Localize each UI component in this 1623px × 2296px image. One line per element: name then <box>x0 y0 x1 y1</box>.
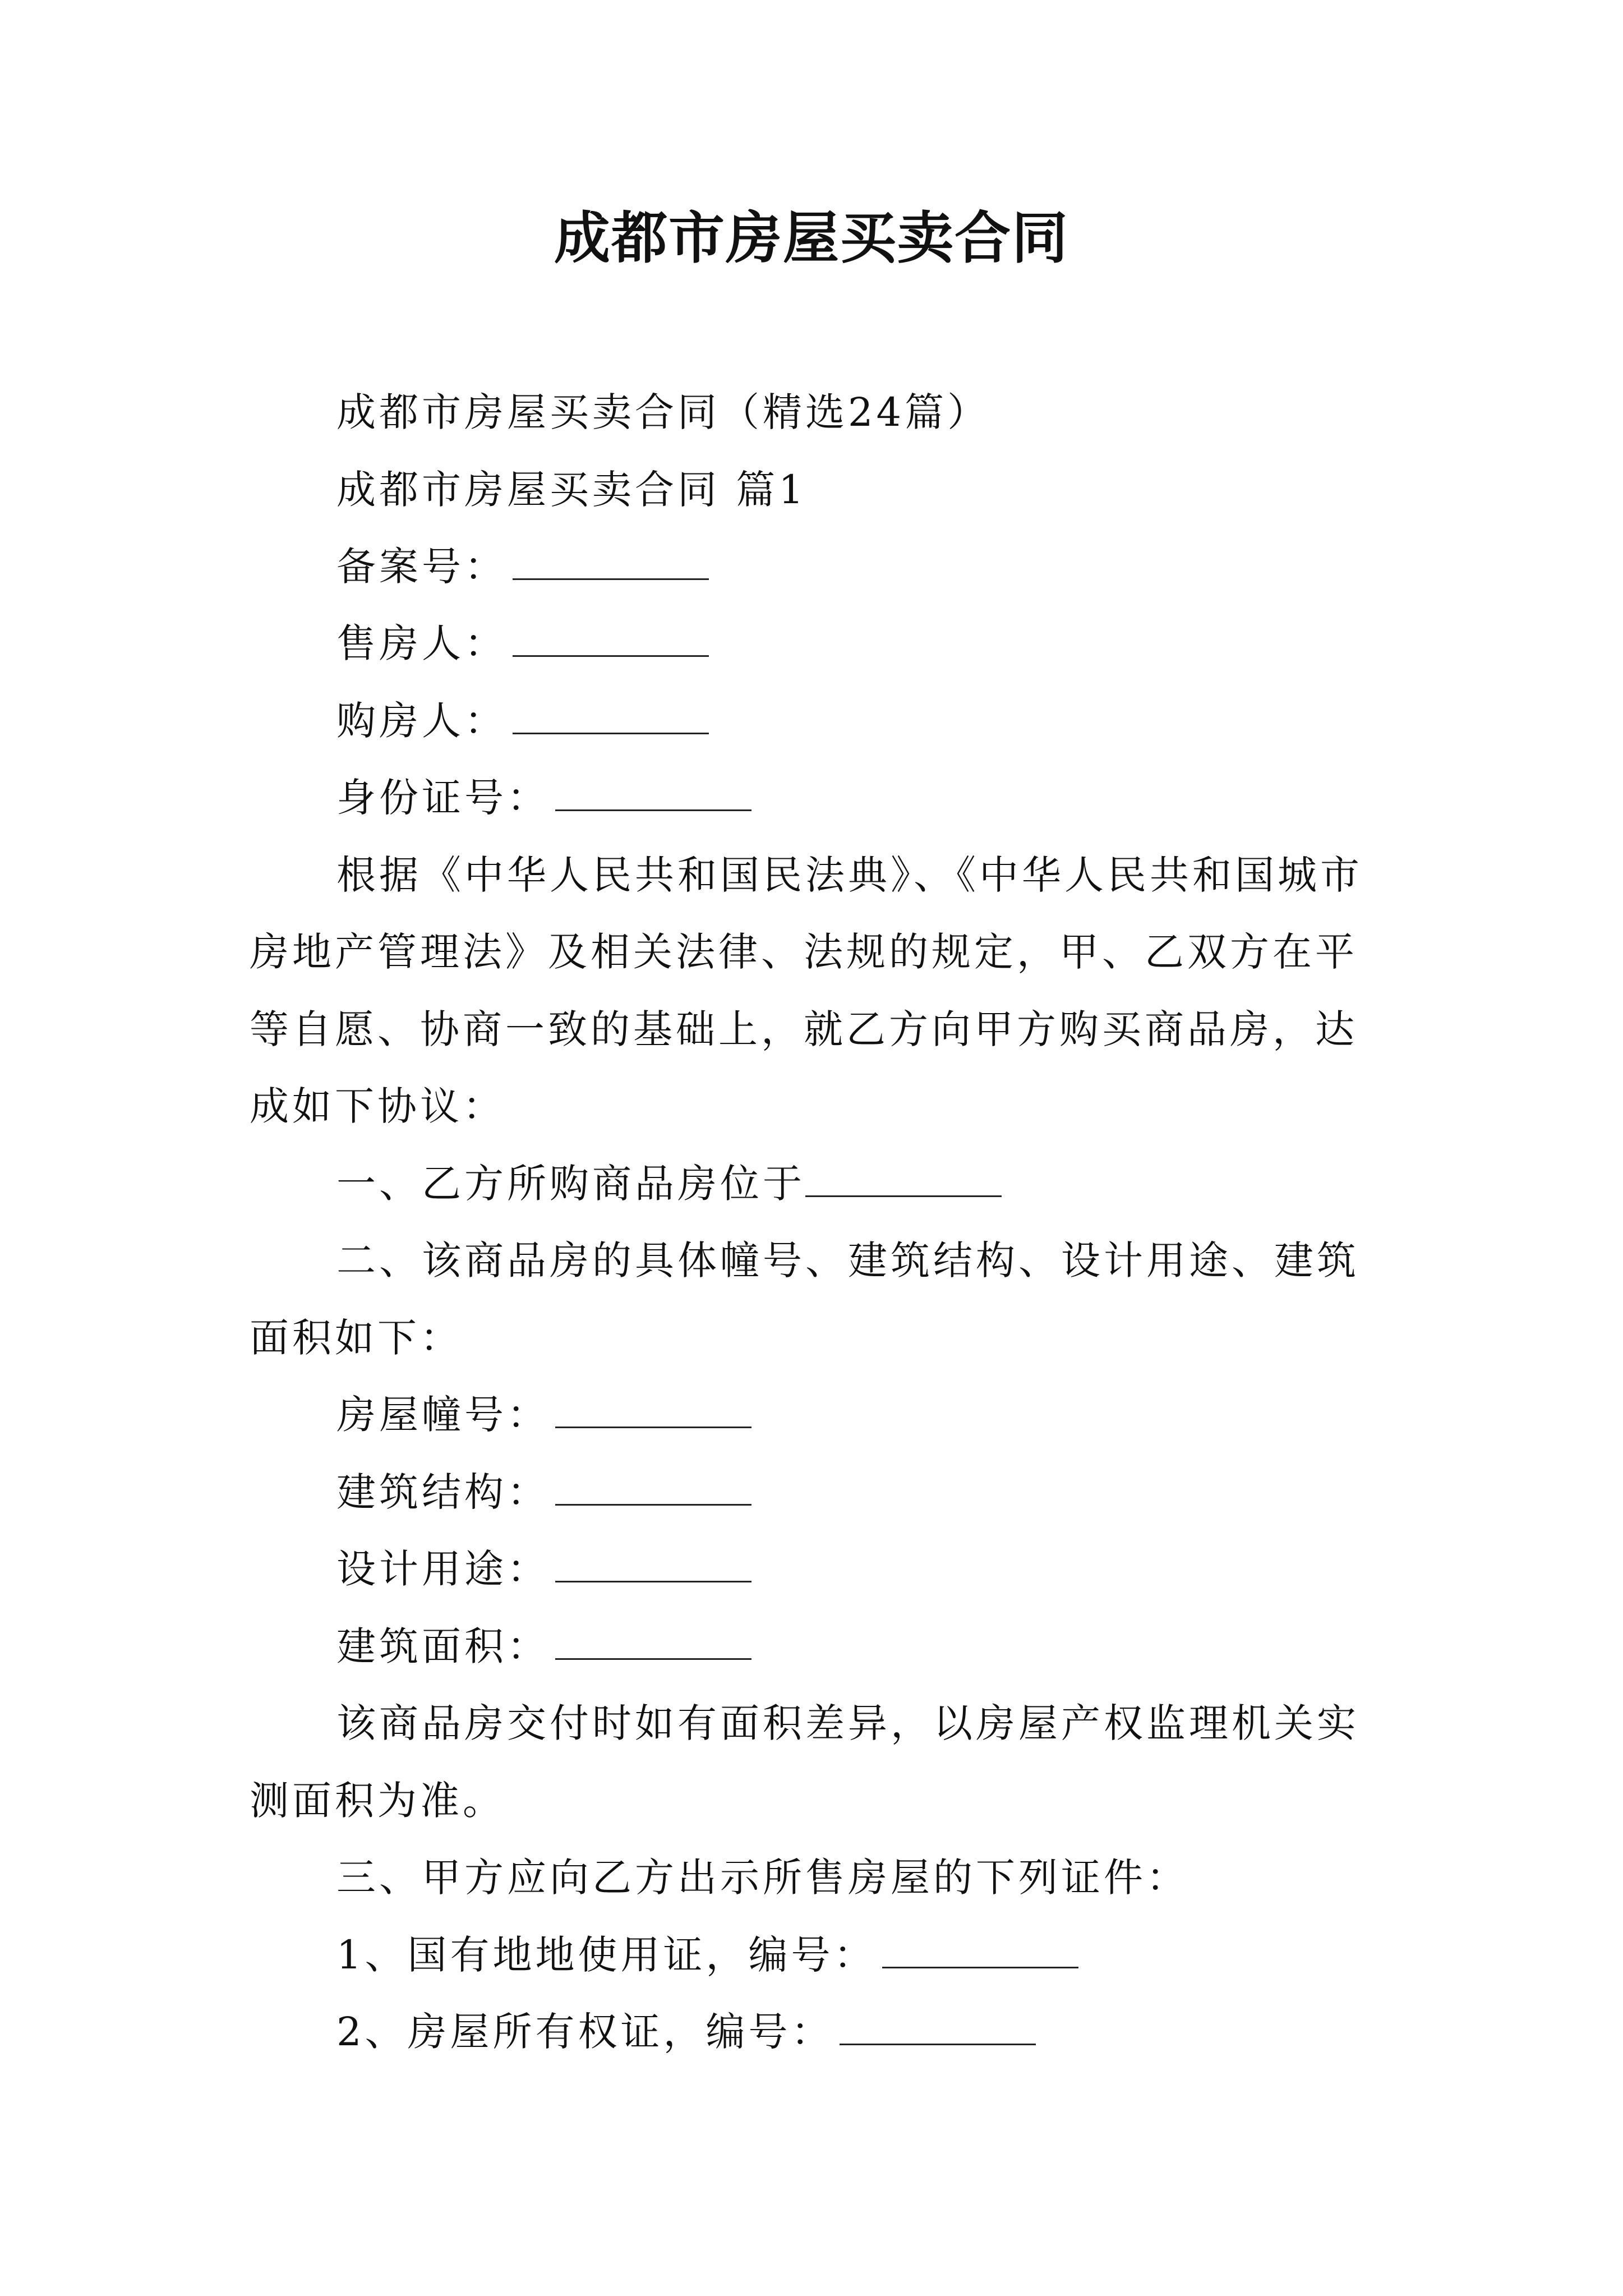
cert-2-blank <box>840 2009 1036 2045</box>
record-no-blank <box>513 544 709 580</box>
clause-3: 三、甲方应向乙方出示所售房屋的下列证件： <box>336 1855 1189 1901</box>
area-note-line-1: 该商品房交付时如有面积差异，以房屋产权监理机关实 <box>336 1700 1359 1746</box>
clause-1-row <box>336 1158 1002 1209</box>
building-no-row <box>336 1389 751 1440</box>
buyer-label: 购房人： <box>336 698 507 744</box>
structure-row <box>336 1467 751 1517</box>
structure-blank <box>555 1469 751 1506</box>
clause-2-line-2: 面积如下： <box>250 1315 463 1361</box>
id-no-blank <box>555 775 751 811</box>
building-no-blank <box>555 1392 751 1428</box>
area-row <box>336 1621 751 1672</box>
intro-line-4: 成如下协议： <box>250 1083 505 1129</box>
clause-1-text: 一、乙方所购商品房位于 <box>336 1161 805 1207</box>
usage-blank <box>555 1546 751 1582</box>
cert-1-label: 1、国有地地使用证，编号： <box>336 1932 877 1978</box>
area-label: 建筑面积： <box>336 1623 550 1669</box>
intro-line-1: 根据《中华人民共和国民法典》、《中华人民共和国城市 <box>336 852 1363 898</box>
document-title: 成都市房屋买卖合同 <box>554 205 1069 271</box>
subtitle: 成都市房屋买卖合同（精选24篇） <box>336 389 990 435</box>
area-blank <box>555 1623 751 1660</box>
record-no-label: 备案号： <box>336 544 507 590</box>
building-no-label: 房屋幢号： <box>336 1392 550 1438</box>
usage-row <box>336 1544 751 1594</box>
cert-1-blank <box>882 1932 1078 1968</box>
usage-label: 设计用途： <box>336 1546 550 1592</box>
buyer-row <box>336 696 709 746</box>
record-no-row <box>336 541 709 592</box>
seller-row <box>336 618 709 669</box>
intro-line-2: 房地产管理法》及相关法律、法规的规定，甲、乙双方在平 <box>250 929 1358 975</box>
buyer-blank <box>513 698 709 734</box>
clause-2-line-1: 二、该商品房的具体幢号、建筑结构、设计用途、建筑 <box>336 1237 1359 1283</box>
structure-label: 建筑结构： <box>336 1469 550 1515</box>
clause-1-blank <box>805 1161 1002 1197</box>
cert-2-label: 2、房屋所有权证，编号： <box>336 2009 834 2055</box>
section-heading: 成都市房屋买卖合同 篇1 <box>336 467 807 513</box>
seller-blank <box>513 620 709 657</box>
id-no-label: 身份证号： <box>336 775 550 821</box>
intro-line-3: 等自愿、协商一致的基础上，就乙方向甲方购买商品房，达 <box>250 1006 1358 1052</box>
id-no-row <box>336 772 751 823</box>
seller-label: 售房人： <box>336 620 507 666</box>
area-note-line-2: 测面积为准。 <box>250 1778 505 1824</box>
cert-2-row <box>336 2007 1036 2057</box>
cert-1-row <box>336 1930 1078 1980</box>
